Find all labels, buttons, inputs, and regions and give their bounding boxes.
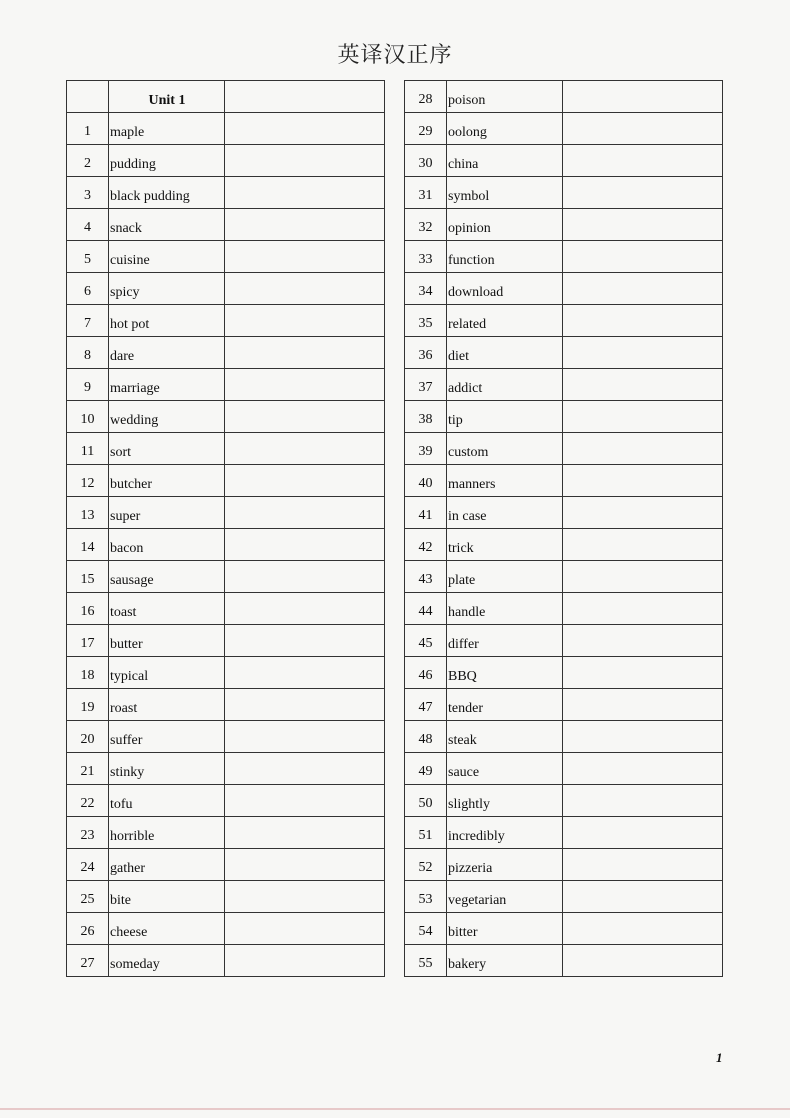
table-row <box>405 881 723 913</box>
row-number: 50 <box>405 785 447 817</box>
table-row <box>67 209 385 241</box>
row-number: 47 <box>405 689 447 721</box>
answer-blank-cell[interactable] <box>563 401 723 433</box>
table-row <box>405 721 723 753</box>
answer-blank-cell[interactable] <box>563 945 723 977</box>
table-row <box>67 689 385 721</box>
answer-blank-cell[interactable] <box>225 753 385 785</box>
answer-blank-cell[interactable] <box>225 721 385 753</box>
table-row <box>405 657 723 689</box>
table-row <box>67 817 385 849</box>
table-row <box>405 145 723 177</box>
row-number: 14 <box>67 529 109 561</box>
answer-blank-cell[interactable] <box>225 177 385 209</box>
row-number: 1 <box>67 113 109 145</box>
table-row <box>405 913 723 945</box>
answer-blank-cell[interactable] <box>225 209 385 241</box>
vocab-word: bitter <box>447 913 563 945</box>
table-row <box>405 529 723 561</box>
table-row <box>67 465 385 497</box>
vocab-word: stinky <box>109 753 225 785</box>
table-row <box>405 561 723 593</box>
table-row <box>67 625 385 657</box>
vocab-word: tip <box>447 401 563 433</box>
vocab-word: cheese <box>109 913 225 945</box>
vocab-word: roast <box>109 689 225 721</box>
answer-blank-cell[interactable] <box>563 369 723 401</box>
answer-blank-cell[interactable] <box>225 561 385 593</box>
answer-blank-cell[interactable] <box>225 497 385 529</box>
answer-blank-cell[interactable] <box>563 561 723 593</box>
table-row <box>67 433 385 465</box>
row-number: 20 <box>67 721 109 753</box>
vocab-word: poison <box>447 81 563 113</box>
vocab-word: pudding <box>109 145 225 177</box>
row-number: 2 <box>67 145 109 177</box>
answer-blank-cell[interactable] <box>225 305 385 337</box>
table-row <box>405 849 723 881</box>
answer-blank-cell[interactable] <box>563 113 723 145</box>
vocab-word: wedding <box>109 401 225 433</box>
answer-blank-cell[interactable] <box>225 945 385 977</box>
answer-blank-cell[interactable] <box>225 881 385 913</box>
vocab-word: addict <box>447 369 563 401</box>
row-number: 25 <box>67 881 109 913</box>
row-number: 53 <box>405 881 447 913</box>
vocab-word: sort <box>109 433 225 465</box>
table-row <box>405 753 723 785</box>
answer-blank-cell[interactable] <box>563 721 723 753</box>
answer-blank-cell[interactable] <box>225 337 385 369</box>
answer-blank-cell[interactable] <box>563 241 723 273</box>
vocab-word: bite <box>109 881 225 913</box>
table-row <box>405 113 723 145</box>
answer-blank-cell[interactable] <box>225 625 385 657</box>
answer-blank-cell[interactable] <box>225 785 385 817</box>
answer-blank-cell[interactable] <box>563 81 723 113</box>
row-number: 12 <box>67 465 109 497</box>
row-number: 51 <box>405 817 447 849</box>
row-number: 48 <box>405 721 447 753</box>
row-number: 3 <box>67 177 109 209</box>
row-number: 5 <box>67 241 109 273</box>
row-number: 54 <box>405 913 447 945</box>
table-row <box>405 81 723 113</box>
vocab-word: china <box>447 145 563 177</box>
row-number: 52 <box>405 849 447 881</box>
answer-blank-cell[interactable] <box>563 273 723 305</box>
answer-blank-cell[interactable] <box>563 689 723 721</box>
answer-blank-cell[interactable] <box>225 145 385 177</box>
row-number: 6 <box>67 273 109 305</box>
vocab-word: function <box>447 241 563 273</box>
answer-blank-cell[interactable] <box>225 689 385 721</box>
table-row <box>405 465 723 497</box>
row-number: 44 <box>405 593 447 625</box>
table-row <box>405 337 723 369</box>
answer-blank-cell[interactable] <box>563 529 723 561</box>
table-row <box>405 177 723 209</box>
answer-blank-cell[interactable] <box>563 785 723 817</box>
answer-blank-cell[interactable] <box>563 817 723 849</box>
vocab-word: steak <box>447 721 563 753</box>
row-number: 11 <box>67 433 109 465</box>
table-row <box>67 945 385 977</box>
vocab-word: trick <box>447 529 563 561</box>
vocab-table-right <box>404 80 723 977</box>
table-row <box>67 369 385 401</box>
vocab-word: bakery <box>447 945 563 977</box>
table-row <box>405 625 723 657</box>
row-number: 9 <box>67 369 109 401</box>
table-row <box>67 145 385 177</box>
vocab-word: hot pot <box>109 305 225 337</box>
vocab-word: incredibly <box>447 817 563 849</box>
table-row <box>405 593 723 625</box>
row-number: 35 <box>405 305 447 337</box>
answer-blank-cell[interactable] <box>563 881 723 913</box>
row-number: 34 <box>405 273 447 305</box>
vocab-word: related <box>447 305 563 337</box>
answer-blank-cell[interactable] <box>563 625 723 657</box>
vocab-word: pizzeria <box>447 849 563 881</box>
answer-blank-cell[interactable] <box>563 753 723 785</box>
header-number-cell <box>67 81 109 113</box>
table-row <box>405 241 723 273</box>
row-number: 10 <box>67 401 109 433</box>
vocab-word: bacon <box>109 529 225 561</box>
row-number: 37 <box>405 369 447 401</box>
table-row <box>67 305 385 337</box>
row-number: 40 <box>405 465 447 497</box>
row-number: 24 <box>67 849 109 881</box>
table-row <box>67 273 385 305</box>
table-row <box>67 721 385 753</box>
vocab-word: maple <box>109 113 225 145</box>
table-row <box>67 593 385 625</box>
row-number: 55 <box>405 945 447 977</box>
table-row <box>405 817 723 849</box>
row-number: 32 <box>405 209 447 241</box>
row-number: 31 <box>405 177 447 209</box>
answer-blank-cell[interactable] <box>225 113 385 145</box>
vocab-word: plate <box>447 561 563 593</box>
row-number: 22 <box>67 785 109 817</box>
page-edge-line <box>0 1108 790 1110</box>
answer-blank-cell[interactable] <box>225 657 385 689</box>
row-number: 26 <box>67 913 109 945</box>
table-row <box>67 561 385 593</box>
answer-blank-cell[interactable] <box>225 465 385 497</box>
answer-blank-cell[interactable] <box>225 529 385 561</box>
page-number: 1 <box>716 1050 723 1065</box>
row-number: 15 <box>67 561 109 593</box>
answer-blank-cell[interactable] <box>225 241 385 273</box>
table-row <box>67 913 385 945</box>
answer-blank-cell[interactable] <box>225 273 385 305</box>
row-number: 42 <box>405 529 447 561</box>
table-row <box>405 785 723 817</box>
vocab-word: diet <box>447 337 563 369</box>
row-number: 29 <box>405 113 447 145</box>
unit-label: Unit 1 <box>109 81 225 113</box>
row-number: 49 <box>405 753 447 785</box>
table-row <box>405 305 723 337</box>
vocab-word: dare <box>109 337 225 369</box>
row-number: 45 <box>405 625 447 657</box>
answer-blank-cell[interactable] <box>225 913 385 945</box>
answer-blank-cell[interactable] <box>563 849 723 881</box>
answer-blank-cell[interactable] <box>563 177 723 209</box>
page-title: 英译汉正序 <box>337 43 453 68</box>
vocab-word: someday <box>109 945 225 977</box>
answer-blank-cell[interactable] <box>563 305 723 337</box>
answer-blank-cell[interactable] <box>225 849 385 881</box>
answer-blank-cell[interactable] <box>225 817 385 849</box>
answer-blank-cell[interactable] <box>563 657 723 689</box>
table-row <box>405 497 723 529</box>
vocab-word: snack <box>109 209 225 241</box>
table-row <box>405 273 723 305</box>
vocab-word: super <box>109 497 225 529</box>
table-row <box>67 785 385 817</box>
vocab-word: tofu <box>109 785 225 817</box>
vocab-word: BBQ <box>447 657 563 689</box>
table-row <box>67 113 385 145</box>
answer-blank-cell[interactable] <box>563 145 723 177</box>
table-row <box>405 689 723 721</box>
answer-blank-cell[interactable] <box>563 433 723 465</box>
table-row <box>67 497 385 529</box>
vocab-word: manners <box>447 465 563 497</box>
row-number: 4 <box>67 209 109 241</box>
table-row <box>67 881 385 913</box>
table-row <box>405 369 723 401</box>
row-number: 17 <box>67 625 109 657</box>
vocab-word: custom <box>447 433 563 465</box>
table-row <box>67 241 385 273</box>
table-row <box>67 849 385 881</box>
table-row <box>67 177 385 209</box>
answer-blank-cell[interactable] <box>563 337 723 369</box>
answer-blank-cell[interactable] <box>225 433 385 465</box>
row-number: 41 <box>405 497 447 529</box>
vocab-word: toast <box>109 593 225 625</box>
vocab-word: sauce <box>447 753 563 785</box>
vocab-word: cuisine <box>109 241 225 273</box>
row-number: 33 <box>405 241 447 273</box>
answer-blank-cell[interactable] <box>225 593 385 625</box>
table-row <box>67 753 385 785</box>
row-number: 39 <box>405 433 447 465</box>
row-number: 28 <box>405 81 447 113</box>
row-number: 21 <box>67 753 109 785</box>
row-number: 19 <box>67 689 109 721</box>
vocab-table-left <box>66 80 385 977</box>
vocab-word: differ <box>447 625 563 657</box>
row-number: 18 <box>67 657 109 689</box>
row-number: 23 <box>67 817 109 849</box>
vocab-word: horrible <box>109 817 225 849</box>
vocab-word: suffer <box>109 721 225 753</box>
vocab-word: butcher <box>109 465 225 497</box>
row-number: 13 <box>67 497 109 529</box>
vocab-word: typical <box>109 657 225 689</box>
vocab-word: download <box>447 273 563 305</box>
vocab-word: slightly <box>447 785 563 817</box>
row-number: 30 <box>405 145 447 177</box>
table-header-row <box>67 81 385 113</box>
vocab-word: oolong <box>447 113 563 145</box>
row-number: 16 <box>67 593 109 625</box>
table-row <box>67 657 385 689</box>
vocab-word: butter <box>109 625 225 657</box>
table-row <box>405 945 723 977</box>
vocab-word: symbol <box>447 177 563 209</box>
row-number: 27 <box>67 945 109 977</box>
vocab-word: marriage <box>109 369 225 401</box>
vocab-word: opinion <box>447 209 563 241</box>
answer-blank-cell[interactable] <box>563 497 723 529</box>
answer-blank-cell[interactable] <box>225 369 385 401</box>
answer-blank-cell[interactable] <box>563 593 723 625</box>
row-number: 43 <box>405 561 447 593</box>
row-number: 46 <box>405 657 447 689</box>
vocab-word: spicy <box>109 273 225 305</box>
row-number: 7 <box>67 305 109 337</box>
row-number: 38 <box>405 401 447 433</box>
vocab-word: sausage <box>109 561 225 593</box>
row-number: 8 <box>67 337 109 369</box>
vocab-word: vegetarian <box>447 881 563 913</box>
row-number: 36 <box>405 337 447 369</box>
vocab-word: tender <box>447 689 563 721</box>
table-row <box>67 337 385 369</box>
table-row <box>405 209 723 241</box>
vocab-word: gather <box>109 849 225 881</box>
answer-blank-cell[interactable] <box>225 401 385 433</box>
table-row <box>67 401 385 433</box>
answer-blank-cell[interactable] <box>563 209 723 241</box>
answer-blank-cell[interactable] <box>563 913 723 945</box>
table-row <box>405 401 723 433</box>
vocab-word: in case <box>447 497 563 529</box>
answer-blank-cell[interactable] <box>563 465 723 497</box>
table-row <box>405 433 723 465</box>
header-answer-cell <box>225 81 385 113</box>
vocab-word: black pudding <box>109 177 225 209</box>
table-row <box>67 529 385 561</box>
vocab-word: handle <box>447 593 563 625</box>
